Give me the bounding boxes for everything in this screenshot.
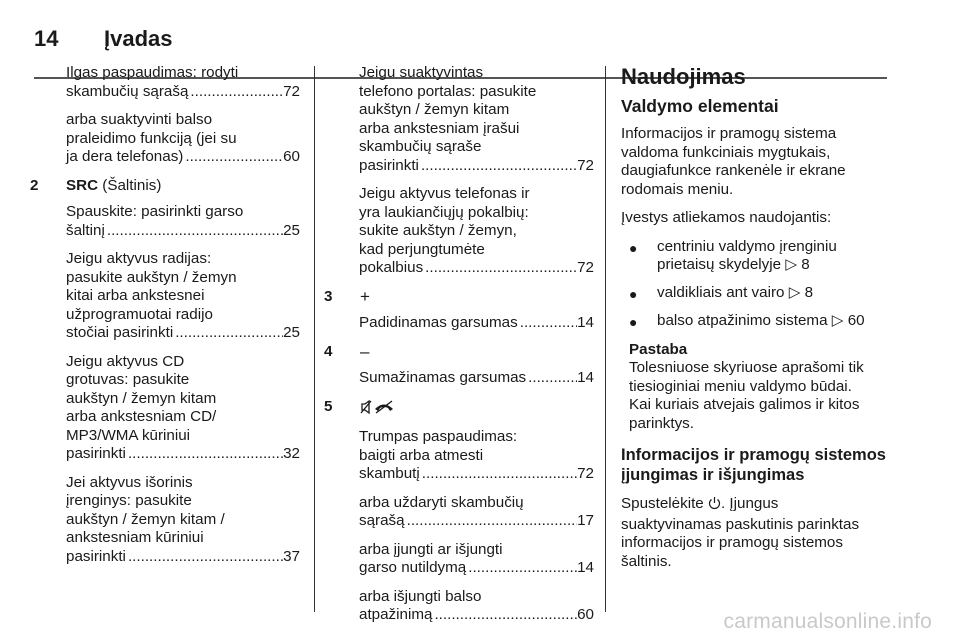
item-heading: SRC: [66, 176, 99, 194]
paragraph: [330, 428, 594, 484]
item-number: 2: [30, 176, 39, 194]
paragraph: [330, 369, 594, 388]
text-line: Jei aktyvus išorinis: [66, 473, 193, 491]
paragraph: [30, 203, 300, 240]
page-reference: stočiai pasirinkti ..... 25: [66, 324, 300, 343]
column-2: [324, 64, 594, 635]
text-line: ankstesniam kūriniui: [66, 529, 204, 546]
text-line: praleidimo funkciją (jei su: [66, 129, 237, 147]
text-line: aukštyn / žemyn kitam /: [66, 510, 225, 528]
paragraph: [330, 588, 594, 625]
list-item-5: [324, 398, 594, 421]
subsection-title: Informacijos ir pramogų sistemos įjungimas ir išjungimas: [621, 446, 886, 484]
paragraph: Spustelėkite . Įjungus suaktyvinamas paskutinis parinktas informacijos ir pramogų sistemos šaltinis.: [621, 495, 860, 570]
paragraph: [330, 541, 594, 578]
paragraph: [330, 185, 594, 278]
leader-dots: [423, 259, 577, 278]
paragraph: [330, 314, 594, 333]
note-title: Pastaba: [629, 340, 688, 358]
column-divider-1: [314, 66, 315, 612]
text-line: skambučių sąraše: [359, 138, 482, 155]
text-line: pasukite aukštyn / žemyn: [66, 268, 237, 286]
text-line: arba suaktyvinti balso: [66, 111, 213, 128]
paragraph: [621, 209, 891, 228]
list-item-4: [324, 343, 594, 362]
bullet-item: ● balso atpažinimo sistema ▷ 60: [629, 312, 865, 330]
page-reference: atpažinimą ..... 60: [359, 606, 594, 625]
text-line: Spauskite: pasirinkti garso: [66, 203, 244, 220]
page-title: Įvadas: [104, 26, 173, 51]
text-line: MP3/WMA kūriniui: [66, 426, 191, 444]
text-line: daugiafunkce rankenėle ir ekrane: [621, 162, 846, 179]
page-ref-arrow-icon: ▷: [785, 256, 798, 273]
leader-dots: [183, 148, 283, 167]
text-line: Jeigu aktyvus telefonas ir: [359, 185, 530, 202]
leader-dots: [126, 445, 283, 464]
page-number: 14: [34, 26, 59, 51]
power-icon: [708, 496, 721, 516]
section-title: Naudojimas: [621, 64, 746, 89]
text-line: Jeigu aktyvus CD: [66, 352, 185, 370]
bullet-icon: ●: [629, 285, 638, 302]
page-reference: pasirinkti ..... 32: [66, 445, 300, 464]
item-number: 3: [324, 287, 333, 305]
plus-icon: +: [360, 286, 370, 306]
page-ref-arrow-icon: ▷: [831, 312, 844, 329]
watermark: carmanualsonline.info: [723, 610, 932, 633]
text-line: Įvestys atliekamos naudojantis:: [621, 209, 832, 226]
page-reference: pokalbius ..... 72: [359, 259, 594, 278]
page-reference: skambutį ..... 72: [359, 465, 594, 484]
paragraph: [330, 494, 594, 531]
leader-dots: [405, 512, 578, 531]
page-header: [0, 26, 960, 56]
paragraph: [30, 353, 300, 464]
text-line: Trumpas paspaudimas:: [359, 428, 518, 445]
item-number: 4: [324, 342, 333, 360]
leader-dots: [518, 314, 577, 333]
bullet-item: ● centriniu valdymo įrenginiu prietaisų skydelyje ▷ 8: [629, 237, 837, 273]
paragraph: [30, 111, 300, 167]
text-line: arba uždaryti skambučių: [359, 493, 524, 511]
leader-dots: [126, 548, 283, 567]
page-reference: sąrašą ..... 17: [359, 512, 594, 531]
paragraph: [330, 64, 594, 175]
text-line: baigti arba atmesti: [359, 446, 484, 464]
text-line: užprogramuotai radijo: [66, 305, 213, 323]
mute-hangup-icon: [360, 398, 396, 421]
minus-icon: –: [360, 341, 370, 361]
leader-dots: [105, 222, 283, 241]
mute-icon: [360, 399, 396, 415]
list-item-3: [324, 288, 594, 307]
text-line: Jeigu suaktyvintas: [359, 64, 484, 81]
page-reference: pasirinkti ..... 72: [359, 157, 594, 176]
text-line: arba išjungti balso: [359, 587, 482, 605]
text-line: valdoma funkciniais mygtukais,: [621, 143, 831, 161]
text-line: sukite aukštyn / žemyn,: [359, 222, 517, 239]
paragraph: [30, 474, 300, 567]
page-reference: Sumažinamas garsumas ..... 14: [359, 369, 594, 388]
text-line: telefono portalas: pasukite: [359, 82, 537, 100]
leader-dots: [173, 324, 283, 343]
note-box: Pastaba Tolesniuose skyriuose aprašomi tik tiesioginiai meniu valdymo būdai. Kai kuriais atvejais galimos ir kitos parinktys.: [621, 341, 891, 434]
text-line: įrenginys: pasukite: [66, 492, 192, 509]
text-line: arba ankstesniam CD/: [66, 408, 217, 425]
page-reference: Padidinamas garsumas ..... 14: [359, 314, 594, 333]
leader-dots: [526, 369, 577, 388]
text-line: aukštyn / žemyn kitam: [66, 389, 217, 407]
list-item-2: [30, 177, 300, 196]
page-reference: pasirinkti ..... 37: [66, 548, 300, 567]
page-reference: šaltinį ..... 25: [66, 222, 300, 241]
paragraph: [30, 250, 300, 343]
leader-dots: [432, 606, 577, 625]
text-line: Ilgas paspaudimas: rodyti: [66, 64, 239, 81]
paragraph: [30, 64, 300, 101]
text-line: aukštyn / žemyn kitam: [359, 101, 510, 118]
page-reference: ja dera telefonas) ..... 60: [66, 148, 300, 167]
text-line: arba ankstesniam įrašui: [359, 119, 520, 137]
column-divider-2: [605, 66, 606, 612]
bullet-item: ● valdikliais ant vairo ▷ 8: [629, 283, 814, 302]
leader-dots: [419, 157, 577, 176]
page-ref-arrow-icon: ▷: [788, 283, 801, 301]
text-line: kitai arba ankstesnei: [66, 287, 205, 304]
text-line: Informacijos ir pramogų sistema: [621, 125, 837, 142]
column-3: [621, 64, 891, 581]
page-reference: skambučių sąrašą ..... 72: [66, 83, 300, 102]
leader-dots: [188, 83, 283, 102]
paragraph: [621, 125, 891, 199]
text-line: Jeigu aktyvus radijas:: [66, 250, 212, 267]
text-line: rodomais meniu.: [621, 180, 734, 198]
column-1: [30, 64, 300, 576]
item-number: 5: [324, 397, 333, 415]
text-line: kad perjungtumėte: [359, 240, 485, 258]
bullet-icon: ●: [629, 239, 638, 256]
leader-dots: [466, 559, 577, 578]
page-reference: garso nutildymą ..... 14: [359, 559, 594, 578]
leader-dots: [420, 465, 577, 484]
item-heading-rest: (Šaltinis): [98, 176, 162, 194]
text-line: grotuvas: pasukite: [66, 371, 190, 388]
text-line: yra laukiančiųjų pokalbių:: [359, 203, 529, 221]
bullet-icon: ●: [629, 314, 638, 330]
subsection-title: Valdymo elementai: [621, 96, 779, 116]
text-line: arba įjungti ar išjungti: [359, 540, 503, 558]
